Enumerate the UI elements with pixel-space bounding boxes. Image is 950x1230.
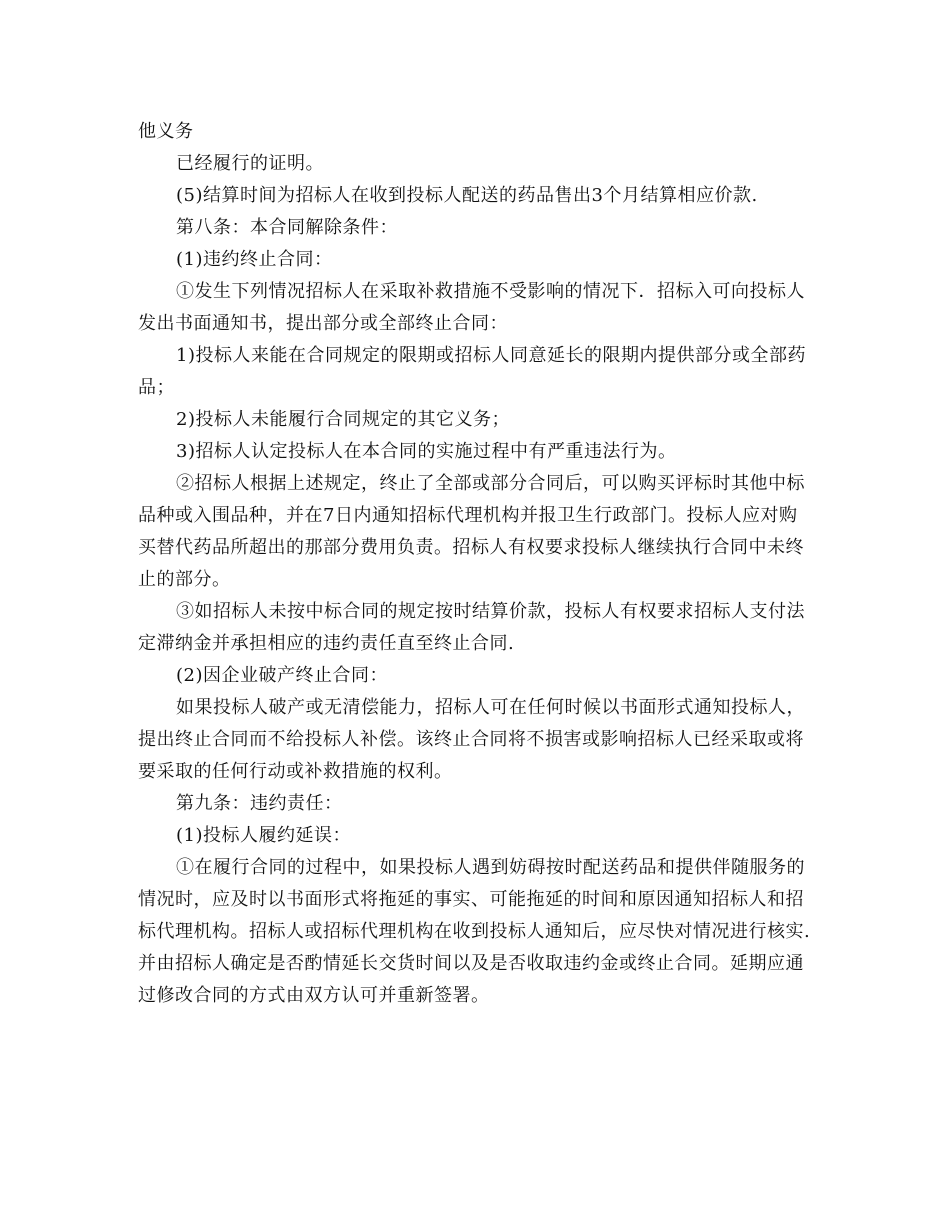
text-line: 如果投标人破产或无清偿能力，招标人可在任何时候以书面形式通知投标人，	[176, 697, 805, 718]
text-line: 并由招标人确定是否酌情延长交货时间以及是否收取违约金或终止合同。延期应通	[138, 953, 804, 974]
text-line: (5)结算时间为招标人在收到投标人配送的药品售出3个月结算相应价款.	[176, 185, 758, 206]
text-line: 买替代药品所超出的那部分费用负责。招标人有权要求投标人继续执行合同中未终	[138, 537, 804, 558]
text-line: 2)投标人未能履行合同规定的其它义务；	[176, 409, 510, 430]
text-line: 1)投标人来能在合同规定的限期或招标人同意延长的限期内提供部分或全部药	[176, 345, 806, 366]
text-line: ②招标人根据上述规定，终止了全部或部分合同后，可以购买评标时其他中标	[176, 473, 805, 494]
subsection-heading: (1)投标人履约延误：	[176, 825, 351, 846]
text-line: 过修改合同的方式由双方认可并重新签署。	[138, 985, 490, 1006]
text-line: 止的部分。	[138, 569, 231, 590]
section-heading: 第八条：本合同解除条件：	[176, 217, 398, 238]
text-line: 情况时，应及时以书面形式将拖延的事实、可能拖延的时间和原因通知招标人和招	[138, 889, 804, 910]
text-line: 3)招标人认定投标人在本合同的实施过程中有严重违法行为。	[176, 441, 677, 462]
text-line: 品种或入围品种，并在7日内通知招标代理机构并报卫生行政部门。投标人应对购	[138, 505, 798, 526]
text-line: 发出书面通知书，提出部分或全部终止合同：	[138, 313, 508, 334]
text-line: ①发生下列情况招标人在采取补救措施不受影响的情况下．招标入可向投标人	[176, 281, 805, 302]
text-line: 他义务	[138, 121, 194, 142]
text-line: 要采取的任何行动或补救措施的权利。	[138, 761, 453, 782]
text-line: 已经履行的证明。	[176, 153, 324, 174]
text-line: ③如招标人未按中标合同的规定按时结算价款，投标人有权要求招标人支付法	[176, 601, 805, 622]
subsection-heading: (1)违约终止合同：	[176, 249, 333, 270]
text-line: 定滞纳金并承担相应的违约责任直至终止合同.	[138, 633, 515, 654]
text-line: 品；	[138, 377, 175, 398]
text-line: 提出终止合同而不给投标人补偿。该终止合同将不损害或影响招标人已经采取或将	[138, 729, 804, 750]
text-line: ①在履行合同的过程中，如果投标人遇到妨碍按时配送药品和提供伴随服务的	[176, 857, 805, 878]
text-line: 标代理机构。招标人或招标代理机构在收到投标人通知后，应尽快对情况进行核实.	[138, 921, 811, 942]
section-heading: 第九条：违约责任：	[176, 793, 343, 814]
document-page	[138, 116, 818, 1012]
subsection-heading: (2)因企业破产终止合同：	[176, 665, 388, 686]
